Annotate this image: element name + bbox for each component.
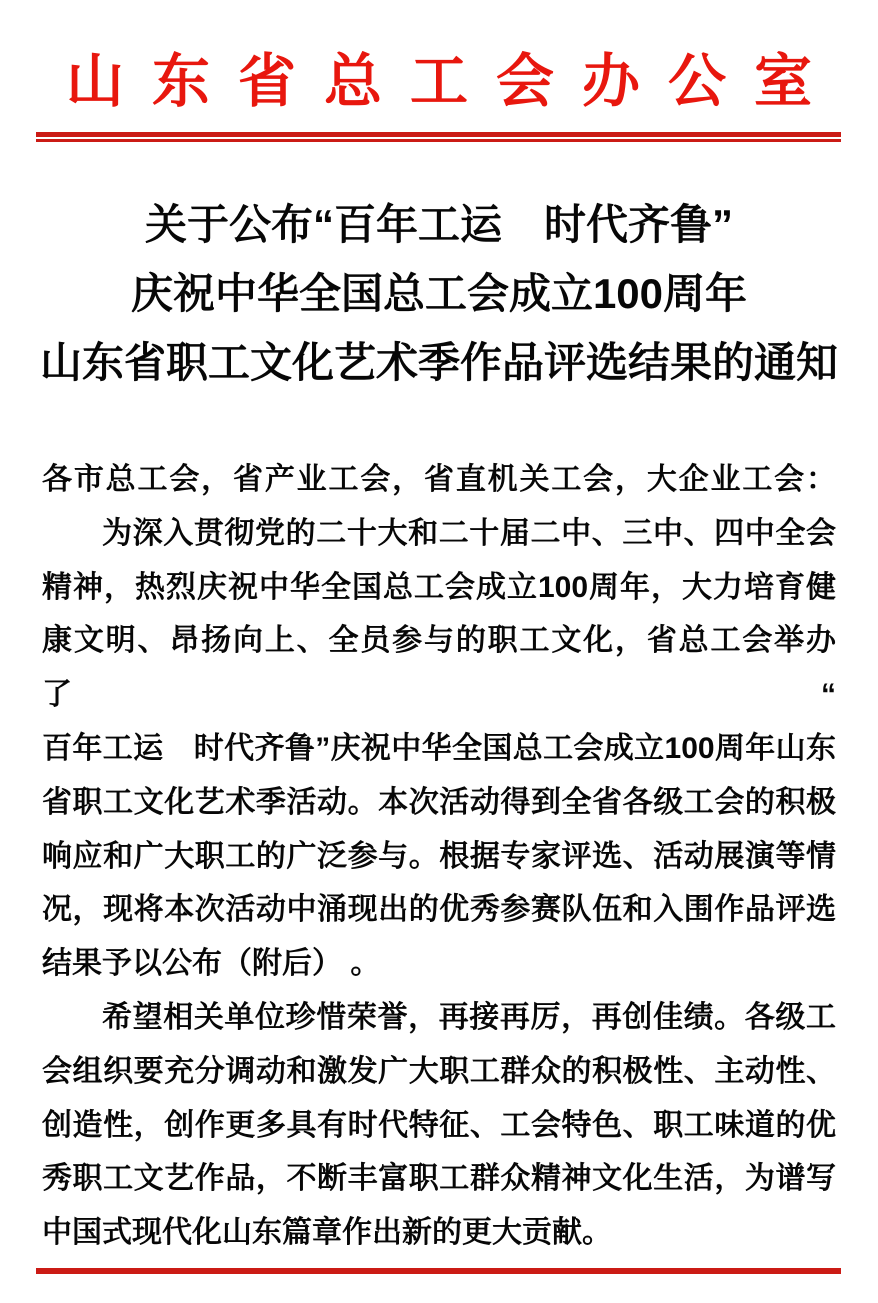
letterhead-title: 山东省总工会办公室: [65, 49, 840, 114]
body-line: 秀职工文艺作品，不断丰富职工群众精神文化生活，为谱写: [42, 1162, 836, 1196]
body-line: 为深入贯彻党的二十大和二十届二中、三中、四中全会: [102, 516, 836, 550]
body-line: 况，现将本次活动中涌现出的优秀参赛队伍和入围作品评选: [42, 893, 836, 927]
body-line: 中国式现代化山东篇章作出新的更大贡献。: [42, 1216, 612, 1250]
title-line-2: 庆祝中华全国总工会成立100周年: [130, 270, 748, 317]
body-line: 精神，热烈庆祝中华全国总工会成立100周年，大力培育健: [42, 570, 836, 604]
body-line: 结果予以公布（附后） 。: [42, 947, 381, 981]
body-line: 响应和广大职工的广泛参与。根据专家评选、活动展演等情: [42, 839, 836, 873]
title-line-3: 山东省职工文化艺术季作品评选结果的通知: [39, 339, 838, 386]
document-body: [0, 453, 878, 1260]
body-line: 会组织要充分调动和激发广大职工群众的积极性、主动性、: [42, 1054, 836, 1088]
letterhead-double-rule: [36, 132, 841, 142]
body-line: 希望相关单位珍惜荣誉，再接再厉，再创佳绩。各级工: [102, 1000, 836, 1034]
document-title: [0, 190, 878, 397]
body-line: 省职工文化艺术季活动。本次活动得到全省各级工会的积极: [42, 785, 836, 819]
body-line: 康文明、昂扬向上、全员参与的职工文化，省总工会举办了“: [42, 624, 836, 712]
body-line: 百年工运 时代齐鲁”庆祝中华全国总工会成立100周年山东: [42, 731, 836, 765]
title-line-1: 关于公布“百年工运 时代齐鲁”: [144, 201, 733, 248]
salutation-line: 各市总工会，省产业工会，省直机关工会，大企业工会：: [42, 463, 836, 496]
body-line: 创造性，创作更多具有时代特征、工会特色、职工味道的优: [42, 1108, 836, 1142]
footer-rule: [36, 1268, 841, 1274]
